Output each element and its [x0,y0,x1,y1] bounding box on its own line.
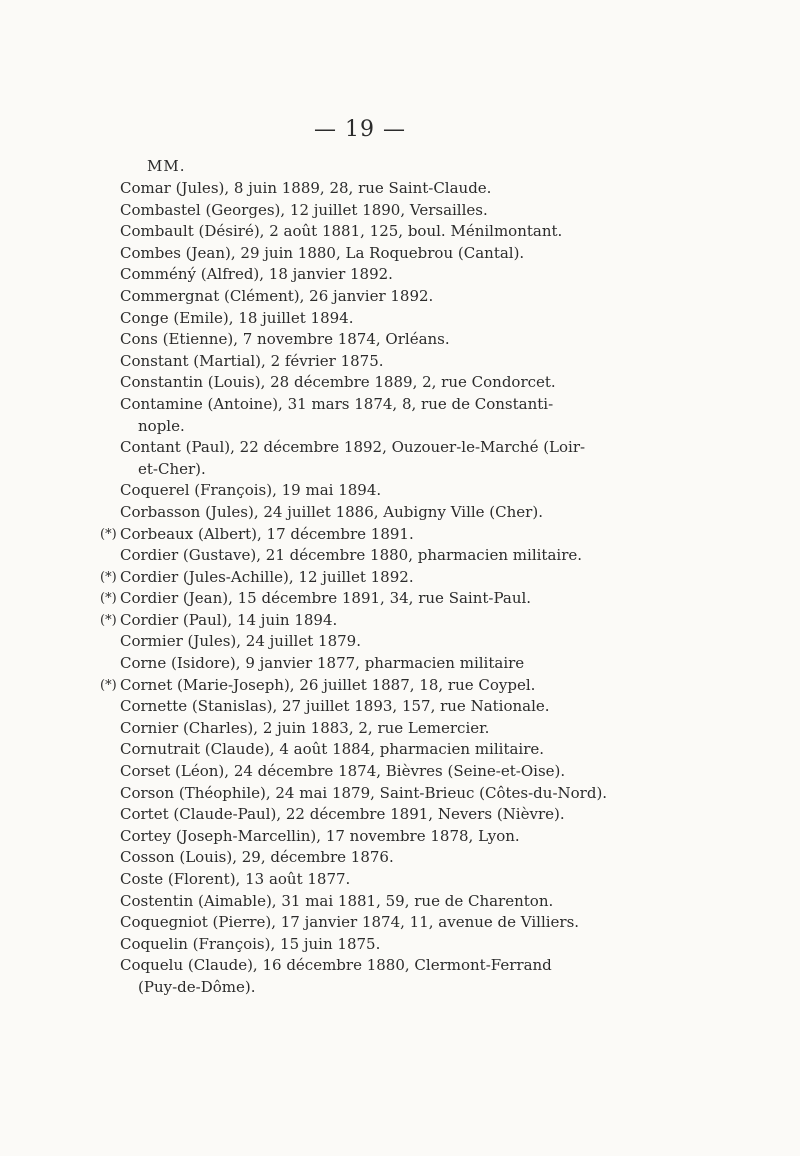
entry-text: Costentin (Aimable), 31 mai 1881, 59, rue de Charenton. [120,891,554,910]
list-item [0,264,800,286]
entry-text: Comar (Jules), 8 juin 1889, 28, rue Saint-Claude. [120,179,492,197]
entry-text: Coste (Florent), 13 août 1877. [120,870,351,888]
list-item [0,955,800,998]
entry-text: Cortey (Joseph-Marcellin), 17 novembre 1878, Lyon. [120,826,520,845]
entry-text: Conge (Emile), 18 juillet 1894. [120,308,354,327]
asterisk-marker: (*) [100,526,117,542]
list-item [0,869,800,891]
entry-text: Cosson (Louis), 29, décembre 1876. [120,848,394,867]
list-item [0,221,800,243]
list-item [0,329,800,351]
entry-text: Constant (Martial), 2 février 1875. [120,351,384,370]
entry-text: Combastel (Georges), 12 juillet 1890, Versailles. [120,200,488,219]
entry-text: Corne (Isidore), 9 janvier 1877, pharmacien militaire [120,654,525,673]
asterisk-marker: (*) [100,591,117,607]
list-heading: MM. [147,157,186,175]
list-item [0,804,800,826]
list-item [0,696,800,718]
list-item [0,653,800,675]
list-item [0,567,800,589]
list-item [0,243,800,265]
entry-text: Coquegniot (Pierre), 17 janvier 1874, 11, avenue de Villiers. [120,913,580,932]
entry-text: Combault (Désiré), 2 août 1881, 125, boul. Ménilmontant. [120,222,563,241]
entry-text: Corbasson (Jules), 24 juillet 1886, Aubigny Ville (Cher). [120,502,543,521]
list-item [0,394,800,437]
entry-text: Coquelu (Claude), 16 décembre 1880, Clermont-Ferrand [120,956,552,975]
list-item [0,675,800,697]
entry-text: Coquerel (François), 19 mai 1894. [120,481,382,500]
entry-continuation: nople. [138,416,185,435]
list-item [0,739,800,761]
entry-continuation: (Puy-de-Dôme). [138,977,256,996]
entry-text: Cordier (Gustave), 21 décembre 1880, pharmacien militaire. [120,546,583,565]
entry-text: Cornutrait (Claude), 4 août 1884, pharmacien militaire. [120,740,545,759]
list-item [0,891,800,913]
entry-text: Cordier (Paul), 14 juin 1894. [120,610,338,629]
list-item [0,783,800,805]
list-item [0,761,800,783]
entry-text: Cordier (Jules-Achille), 12 juillet 1892. [120,567,414,586]
entry-text: Cordier (Jean), 15 décembre 1891, 34, rue Saint-Paul. [120,589,532,608]
list-item [0,588,800,610]
list-item [0,372,800,394]
list-item [0,610,800,632]
asterisk-marker: (*) [100,612,117,628]
entry-text: Combes (Jean), 29 juin 1880, La Roquebrou (Cantal). [120,243,525,262]
entry-text: Cornet (Marie-Joseph), 26 juillet 1887, 18, rue Coypel. [120,675,536,694]
list-item [0,826,800,848]
entry-text: Contant (Paul), 22 décembre 1892, Ouzouer-le-Marché (Loir- [120,438,586,457]
list-item [0,502,800,524]
list-item [0,480,800,502]
entry-text: Cornette (Stanislas), 27 juillet 1893, 157, rue Nationale. [120,697,550,716]
page-number: — 19 — [314,117,406,142]
entry-text: Cortet (Claude-Paul), 22 décembre 1891, Nevers (Nièvre). [120,805,565,824]
list-item [0,524,800,546]
entry-text: Constantin (Louis), 28 décembre 1889, 2, rue Condorcet. [120,373,556,392]
list-item [0,912,800,934]
list-item [0,934,800,956]
list-item [0,437,800,480]
entry-text: Corset (Léon), 24 décembre 1874, Bièvres (Seine-et-Oise). [120,762,566,781]
list-item [0,178,800,200]
entry-list [0,178,800,999]
entry-text: Coquelin (François), 15 juin 1875. [120,934,381,953]
list-item [0,718,800,740]
list-item [0,631,800,653]
list-item [0,545,800,567]
entry-text: Cormier (Jules), 24 juillet 1879. [120,632,361,651]
entry-continuation: et-Cher). [138,459,206,478]
asterisk-marker: (*) [100,569,117,585]
entry-text: Cons (Etienne), 7 novembre 1874, Orléans. [120,330,450,349]
entry-text: Cornier (Charles), 2 juin 1883, 2, rue Lemercier. [120,718,490,737]
list-item [0,351,800,373]
entry-text: Comméný (Alfred), 18 janvier 1892. [120,265,393,284]
asterisk-marker: (*) [100,677,117,693]
entry-text: Corbeaux (Albert), 17 décembre 1891. [120,524,414,543]
entry-text: Contamine (Antoine), 31 mars 1874, 8, rue de Constanti- [120,394,554,413]
entry-text: Corson (Théophile), 24 mai 1879, Saint-Brieuc (Côtes-du-Nord). [120,783,608,802]
list-item [0,286,800,308]
list-item [0,200,800,222]
entry-text: Commergnat (Clément), 26 janvier 1892. [120,286,434,305]
list-item [0,847,800,869]
list-item [0,308,800,330]
